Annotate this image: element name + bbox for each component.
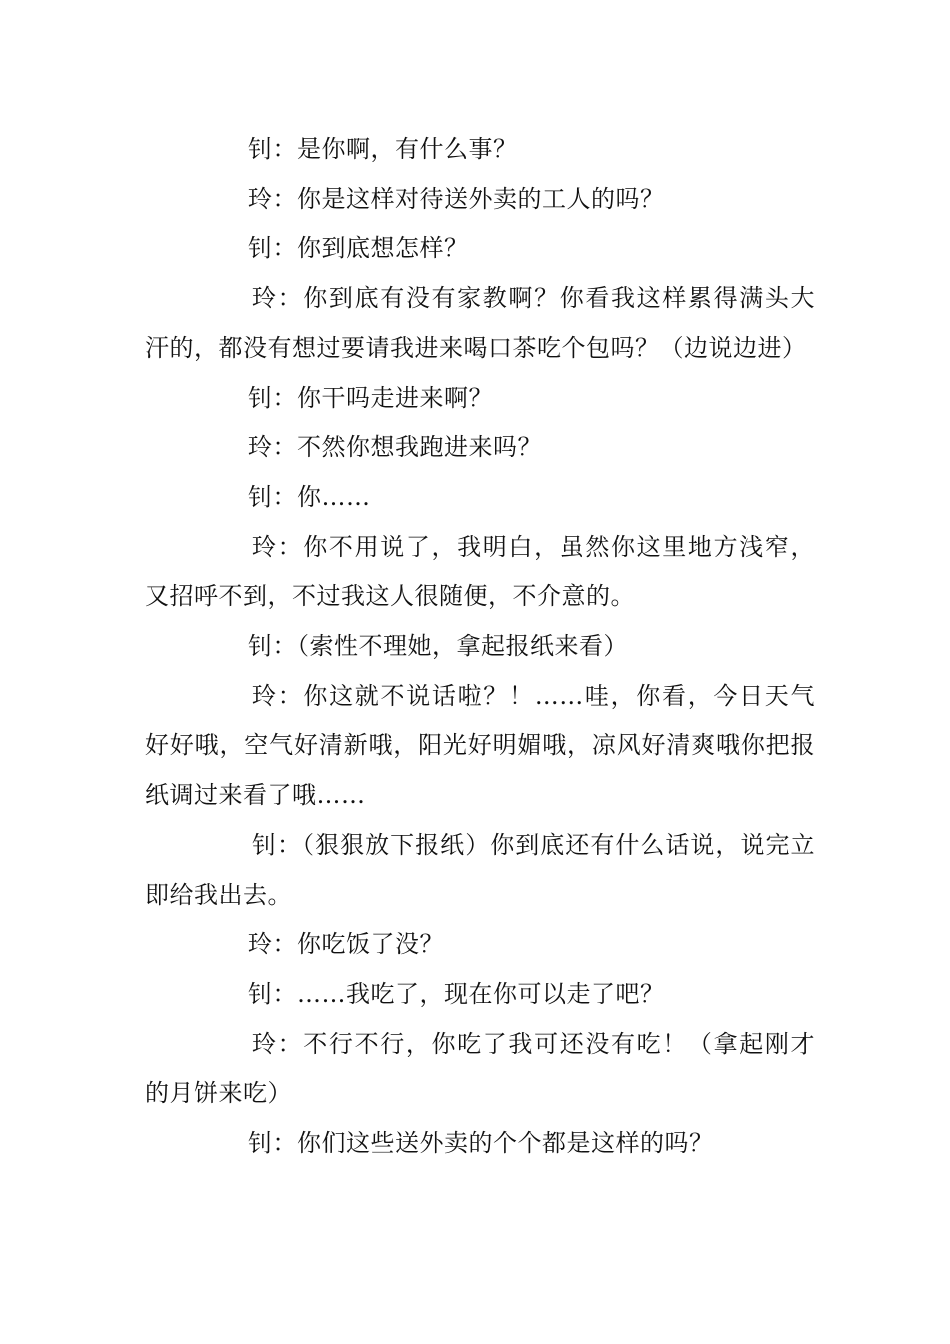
dialogue-line: 钊：你到底想怎样？ — [248, 234, 469, 263]
dialogue-line: 玲：不行不行，你吃了我可还没有吃！（拿起刚才的月饼来吃） — [145, 1029, 815, 1108]
dialogue-line: 玲：你是这样对待送外卖的工人的吗？ — [248, 184, 665, 213]
dialogue-line: 钊：是你啊，有什么事？ — [248, 135, 518, 163]
dialogue-line: 玲：你到底有没有家教啊？你看我这样累得满头大汗的，都没有想过要请我进来喝口茶吃个包吗？（边说边进） — [145, 284, 815, 362]
dialogue-line: 玲：不然你想我跑进来吗？ — [248, 433, 542, 462]
dialogue-line: 玲：你这就不说话啦？！……哇，你看，今日天气好好哦，空气好清新哦，阳光好明媚哦，凉风好清爽哦你把报纸调过来看了哦…… — [145, 681, 815, 810]
dialogue-line: 玲：你吃饭了没？ — [248, 930, 444, 959]
dialogue-line: 钊：你干吗走进来啊？ — [248, 383, 493, 412]
dialogue-line: 钊：（狠狠放下报纸）你到底还有什么话说，说完立即给我出去。 — [145, 830, 815, 909]
dialogue-line: 钊：（索性不理她，拿起报纸来看） — [248, 632, 628, 661]
dialogue-body — [145, 125, 815, 1169]
dialogue-line: 钊：你们这些送外卖的个个都是这样的吗？ — [248, 1129, 714, 1158]
dialogue-line: 钊：你…… — [248, 482, 371, 511]
dialogue-line: 玲：你不用说了，我明白，虽然你这里地方浅窄，又招呼不到，不过我这人很随便，不介意的。 — [145, 532, 815, 611]
dialogue-line: 钊：……我吃了，现在你可以走了吧？ — [248, 979, 665, 1008]
